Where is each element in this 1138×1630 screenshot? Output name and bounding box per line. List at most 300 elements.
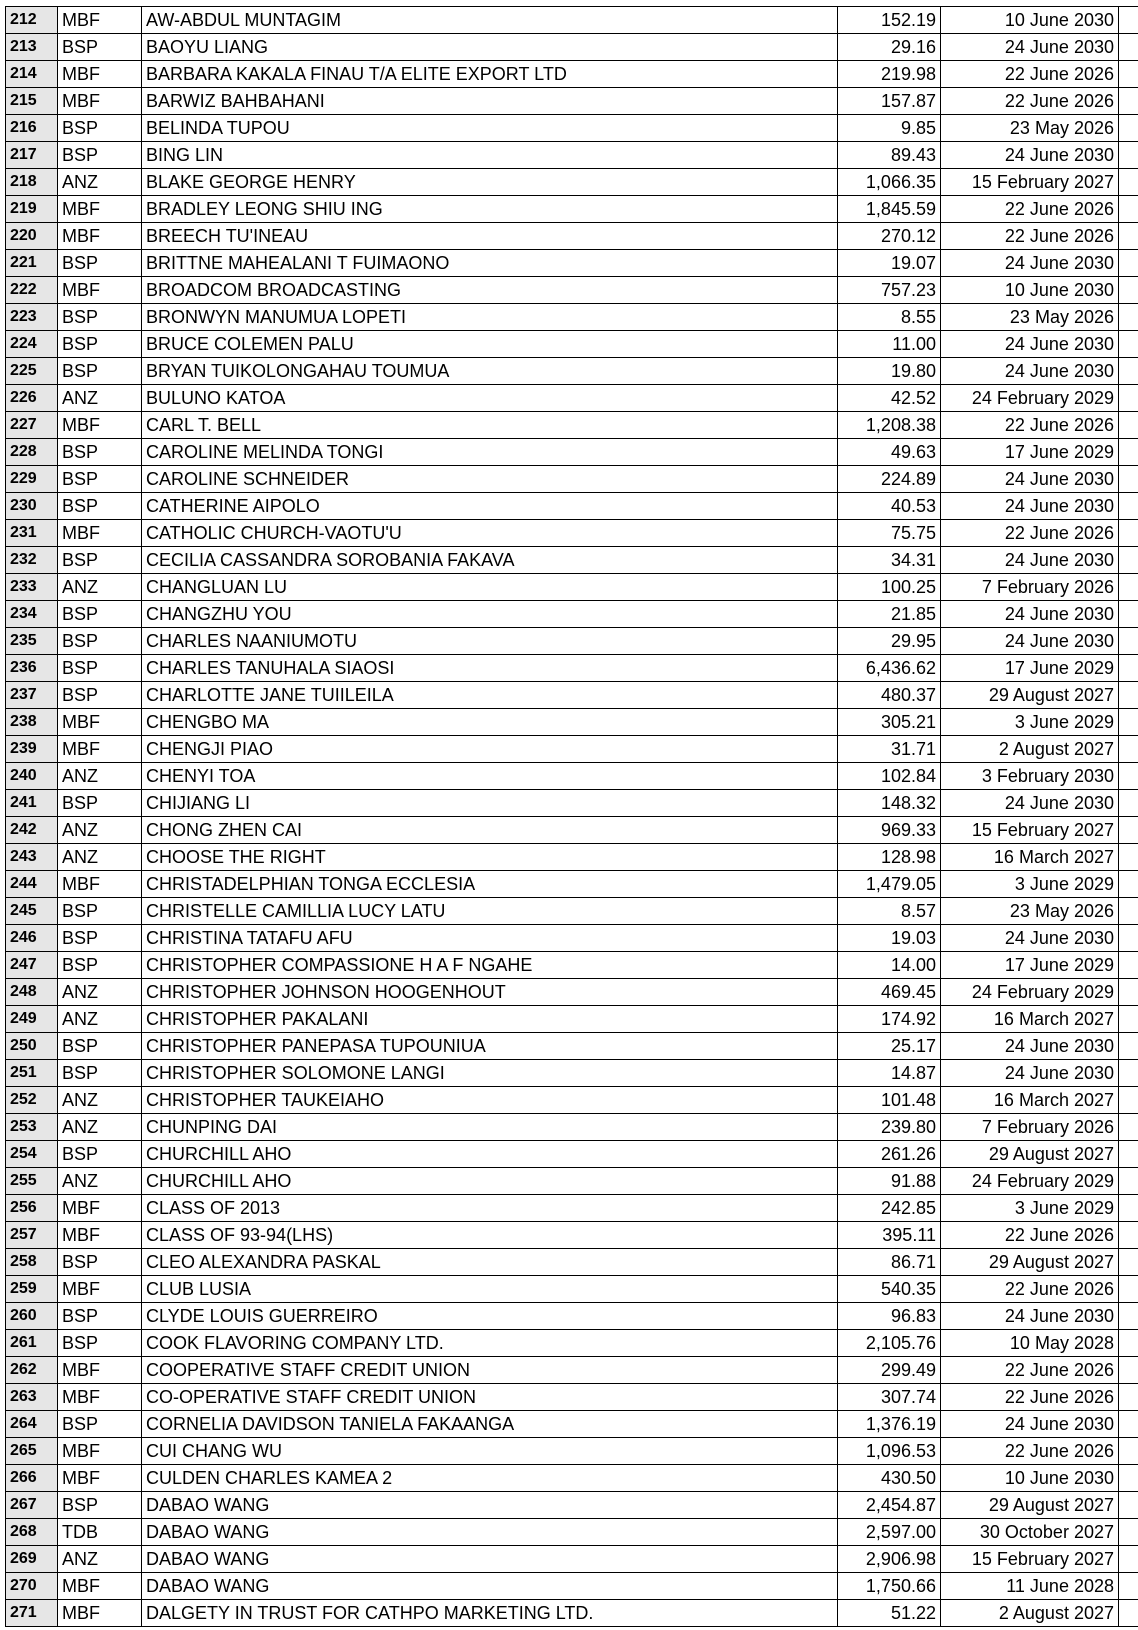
cut-off-column [1119,790,1138,817]
amount: 969.33 [838,817,941,844]
table-row [6,466,1138,493]
row-number: 257 [6,1222,58,1249]
account-name: BLAKE GEORGE HENRY [142,169,838,196]
bank-code: BSP [58,628,142,655]
amount: 8.57 [838,898,941,925]
date: 3 June 2029 [941,1195,1119,1222]
bank-code: BSP [58,1060,142,1087]
row-number: 241 [6,790,58,817]
cut-off-column [1119,1060,1138,1087]
table-row [6,1033,1138,1060]
table-row [6,142,1138,169]
amount: 1,750.66 [838,1573,941,1600]
account-name: BELINDA TUPOU [142,115,838,142]
date: 24 June 2030 [941,547,1119,574]
account-name: CATHERINE AIPOLO [142,493,838,520]
row-number: 238 [6,709,58,736]
account-name: BULUNO KATOA [142,385,838,412]
date: 22 June 2026 [941,1222,1119,1249]
table-row [6,817,1138,844]
bank-code: MBF [58,1384,142,1411]
table-row [6,1519,1138,1546]
table-row [6,628,1138,655]
bank-code: BSP [58,1330,142,1357]
bank-code: BSP [58,142,142,169]
amount: 19.07 [838,250,941,277]
row-number: 215 [6,88,58,115]
bank-code: ANZ [58,1006,142,1033]
date: 23 May 2026 [941,304,1119,331]
bank-code: BSP [58,466,142,493]
bank-code: ANZ [58,385,142,412]
table-row [6,7,1138,34]
row-number: 260 [6,1303,58,1330]
table-row [6,925,1138,952]
amount: 34.31 [838,547,941,574]
cut-off-column [1119,304,1138,331]
row-number: 239 [6,736,58,763]
bank-code: BSP [58,331,142,358]
date: 17 June 2029 [941,439,1119,466]
amount: 8.55 [838,304,941,331]
cut-off-column [1119,952,1138,979]
date: 11 June 2028 [941,1573,1119,1600]
date: 22 June 2026 [941,1357,1119,1384]
amount: 49.63 [838,439,941,466]
table-row [6,1573,1138,1600]
amount: 1,096.53 [838,1438,941,1465]
date: 15 February 2027 [941,1546,1119,1573]
cut-off-column [1119,1357,1138,1384]
cut-off-column [1119,250,1138,277]
account-name: CHRISTOPHER SOLOMONE LANGI [142,1060,838,1087]
amount: 102.84 [838,763,941,790]
date: 15 February 2027 [941,817,1119,844]
cut-off-column [1119,1303,1138,1330]
table-row [6,1114,1138,1141]
amount: 96.83 [838,1303,941,1330]
bank-code: BSP [58,358,142,385]
account-name: CHRISTOPHER PANEPASA TUPOUNIUA [142,1033,838,1060]
bank-code: BSP [58,439,142,466]
amount: 89.43 [838,142,941,169]
bank-code: BSP [58,682,142,709]
amount: 2,454.87 [838,1492,941,1519]
date: 24 June 2030 [941,1033,1119,1060]
table-row [6,1222,1138,1249]
amount: 40.53 [838,493,941,520]
unclaimed-balances-table [5,6,1138,1627]
amount: 480.37 [838,682,941,709]
cut-off-column [1119,736,1138,763]
bank-code: BSP [58,547,142,574]
row-number: 216 [6,115,58,142]
account-name: BARBARA KAKALA FINAU T/A ELITE EXPORT LTD [142,61,838,88]
amount: 31.71 [838,736,941,763]
amount: 29.95 [838,628,941,655]
account-name: BING LIN [142,142,838,169]
cut-off-column [1119,628,1138,655]
amount: 21.85 [838,601,941,628]
account-name: CHARLES TANUHALA SIAOSI [142,655,838,682]
account-name: CHIJIANG LI [142,790,838,817]
cut-off-column [1119,1519,1138,1546]
row-number: 252 [6,1087,58,1114]
table-row [6,331,1138,358]
account-name: CLASS OF 2013 [142,1195,838,1222]
table-row [6,979,1138,1006]
row-number: 245 [6,898,58,925]
bank-code: BSP [58,925,142,952]
date: 22 June 2026 [941,1276,1119,1303]
amount: 1,845.59 [838,196,941,223]
table-row [6,574,1138,601]
date: 3 June 2029 [941,871,1119,898]
row-number: 269 [6,1546,58,1573]
row-number: 212 [6,7,58,34]
row-number: 230 [6,493,58,520]
date: 2 August 2027 [941,1600,1119,1627]
bank-code: BSP [58,304,142,331]
row-number: 233 [6,574,58,601]
account-name: BRUCE COLEMEN PALU [142,331,838,358]
date: 30 October 2027 [941,1519,1119,1546]
date: 3 June 2029 [941,709,1119,736]
table-row [6,1411,1138,1438]
row-number: 213 [6,34,58,61]
cut-off-column [1119,1168,1138,1195]
bank-code: BSP [58,1303,142,1330]
date: 17 June 2029 [941,655,1119,682]
row-number: 254 [6,1141,58,1168]
table-row [6,1006,1138,1033]
account-name: CORNELIA DAVIDSON TANIELA FAKAANGA [142,1411,838,1438]
amount: 219.98 [838,61,941,88]
cut-off-column [1119,1330,1138,1357]
row-number: 259 [6,1276,58,1303]
bank-code: ANZ [58,1114,142,1141]
row-number: 237 [6,682,58,709]
table-row [6,844,1138,871]
amount: 75.75 [838,520,941,547]
row-number: 268 [6,1519,58,1546]
amount: 9.85 [838,115,941,142]
account-name: CATHOLIC CHURCH-VAOTU'U [142,520,838,547]
amount: 2,906.98 [838,1546,941,1573]
row-number: 218 [6,169,58,196]
account-name: CHENGJI PIAO [142,736,838,763]
bank-code: MBF [58,1573,142,1600]
row-number: 214 [6,61,58,88]
row-number: 248 [6,979,58,1006]
row-number: 219 [6,196,58,223]
account-name: DABAO WANG [142,1546,838,1573]
amount: 51.22 [838,1600,941,1627]
date: 7 February 2026 [941,574,1119,601]
cut-off-column [1119,1033,1138,1060]
bank-code: MBF [58,196,142,223]
cut-off-column [1119,871,1138,898]
table-row [6,1060,1138,1087]
row-number: 235 [6,628,58,655]
cut-off-column [1119,844,1138,871]
date: 22 June 2026 [941,196,1119,223]
account-name: BARWIZ BAHBAHANI [142,88,838,115]
bank-code: ANZ [58,844,142,871]
amount: 299.49 [838,1357,941,1384]
account-name: CO-OPERATIVE STAFF CREDIT UNION [142,1384,838,1411]
cut-off-column [1119,898,1138,925]
cut-off-column [1119,1006,1138,1033]
account-name: COOPERATIVE STAFF CREDIT UNION [142,1357,838,1384]
cut-off-column [1119,1114,1138,1141]
account-name: BREECH TU'INEAU [142,223,838,250]
account-name: CHRISTINA TATAFU AFU [142,925,838,952]
table-row [6,34,1138,61]
account-name: DALGETY IN TRUST FOR CATHPO MARKETING LTD. [142,1600,838,1627]
date: 24 June 2030 [941,1060,1119,1087]
account-name: CARL T. BELL [142,412,838,439]
table-row [6,1438,1138,1465]
bank-code: ANZ [58,574,142,601]
cut-off-column [1119,1222,1138,1249]
account-name: BROADCOM BROADCASTING [142,277,838,304]
cut-off-column [1119,763,1138,790]
table-row [6,250,1138,277]
table-row [6,61,1138,88]
table-row [6,1384,1138,1411]
amount: 11.00 [838,331,941,358]
bank-code: ANZ [58,817,142,844]
table-row [6,115,1138,142]
amount: 14.00 [838,952,941,979]
row-number: 267 [6,1492,58,1519]
table-row [6,1303,1138,1330]
row-number: 271 [6,1600,58,1627]
account-name: CHRISTOPHER JOHNSON HOOGENHOUT [142,979,838,1006]
account-name: CULDEN CHARLES KAMEA 2 [142,1465,838,1492]
date: 22 June 2026 [941,61,1119,88]
bank-code: BSP [58,952,142,979]
cut-off-column [1119,655,1138,682]
bank-code: ANZ [58,1087,142,1114]
row-number: 220 [6,223,58,250]
bank-code: MBF [58,223,142,250]
table-row [6,385,1138,412]
table-row [6,1141,1138,1168]
date: 29 August 2027 [941,1141,1119,1168]
cut-off-column [1119,493,1138,520]
row-number: 232 [6,547,58,574]
table-row [6,1600,1138,1627]
account-name: CECILIA CASSANDRA SOROBANIA FAKAVA [142,547,838,574]
amount: 2,597.00 [838,1519,941,1546]
bank-code: BSP [58,493,142,520]
bank-code: BSP [58,1141,142,1168]
cut-off-column [1119,34,1138,61]
bank-code: ANZ [58,1168,142,1195]
account-name: DABAO WANG [142,1519,838,1546]
table-row [6,952,1138,979]
bank-code: BSP [58,1411,142,1438]
amount: 1,066.35 [838,169,941,196]
table-row [6,169,1138,196]
amount: 91.88 [838,1168,941,1195]
date: 10 May 2028 [941,1330,1119,1357]
amount: 242.85 [838,1195,941,1222]
cut-off-column [1119,358,1138,385]
date: 29 August 2027 [941,1249,1119,1276]
account-name: CHENGBO MA [142,709,838,736]
account-name: CHRISTOPHER TAUKEIAHO [142,1087,838,1114]
row-number: 228 [6,439,58,466]
account-name: CHANGZHU YOU [142,601,838,628]
row-number: 249 [6,1006,58,1033]
account-name: BRONWYN MANUMUA LOPETI [142,304,838,331]
bank-code: MBF [58,1195,142,1222]
table-row [6,304,1138,331]
date: 22 June 2026 [941,88,1119,115]
table-row [6,1330,1138,1357]
cut-off-column [1119,1411,1138,1438]
amount: 261.26 [838,1141,941,1168]
cut-off-column [1119,682,1138,709]
row-number: 221 [6,250,58,277]
row-number: 243 [6,844,58,871]
row-number: 262 [6,1357,58,1384]
table-row [6,1465,1138,1492]
bank-code: MBF [58,88,142,115]
bank-code: MBF [58,7,142,34]
date: 22 June 2026 [941,412,1119,439]
amount: 86.71 [838,1249,941,1276]
bank-code: TDB [58,1519,142,1546]
cut-off-column [1119,1492,1138,1519]
account-name: CHANGLUAN LU [142,574,838,601]
account-name: BRADLEY LEONG SHIU ING [142,196,838,223]
amount: 148.32 [838,790,941,817]
table-row [6,196,1138,223]
amount: 29.16 [838,34,941,61]
account-name: CAROLINE SCHNEIDER [142,466,838,493]
table-row [6,898,1138,925]
date: 24 June 2030 [941,358,1119,385]
account-name: CLEO ALEXANDRA PASKAL [142,1249,838,1276]
cut-off-column [1119,574,1138,601]
row-number: 247 [6,952,58,979]
amount: 174.92 [838,1006,941,1033]
bank-code: ANZ [58,979,142,1006]
table-row [6,277,1138,304]
table-row [6,88,1138,115]
bank-code: MBF [58,1438,142,1465]
bank-code: MBF [58,1357,142,1384]
account-name: CHONG ZHEN CAI [142,817,838,844]
date: 22 June 2026 [941,1384,1119,1411]
date: 22 June 2026 [941,223,1119,250]
amount: 152.19 [838,7,941,34]
amount: 305.21 [838,709,941,736]
amount: 540.35 [838,1276,941,1303]
cut-off-column [1119,277,1138,304]
account-name: CHRISTOPHER PAKALANI [142,1006,838,1033]
amount: 6,436.62 [838,655,941,682]
table-row [6,1276,1138,1303]
cut-off-column [1119,601,1138,628]
account-name: CHRISTELLE CAMILLIA LUCY LATU [142,898,838,925]
row-number: 253 [6,1114,58,1141]
date: 24 June 2030 [941,34,1119,61]
cut-off-column [1119,385,1138,412]
amount: 42.52 [838,385,941,412]
account-name: CHENYI TOA [142,763,838,790]
row-number: 258 [6,1249,58,1276]
bank-code: MBF [58,277,142,304]
bank-code: BSP [58,898,142,925]
table-row [6,1357,1138,1384]
cut-off-column [1119,1600,1138,1627]
date: 24 June 2030 [941,1303,1119,1330]
cut-off-column [1119,1573,1138,1600]
account-name: AW-ABDUL MUNTAGIM [142,7,838,34]
bank-code: BSP [58,790,142,817]
table-row [6,871,1138,898]
account-name: CAROLINE MELINDA TONGI [142,439,838,466]
amount: 224.89 [838,466,941,493]
account-name: BRYAN TUIKOLONGAHAU TOUMUA [142,358,838,385]
bank-code: BSP [58,655,142,682]
date: 24 February 2029 [941,385,1119,412]
cut-off-column [1119,979,1138,1006]
row-number: 242 [6,817,58,844]
bank-code: MBF [58,1276,142,1303]
row-number: 244 [6,871,58,898]
row-number: 217 [6,142,58,169]
date: 23 May 2026 [941,898,1119,925]
account-name: DABAO WANG [142,1492,838,1519]
account-name: CHRISTOPHER COMPASSIONE H A F NGAHE [142,952,838,979]
amount: 101.48 [838,1087,941,1114]
table-row [6,763,1138,790]
date: 24 June 2030 [941,250,1119,277]
date: 29 August 2027 [941,1492,1119,1519]
table-row [6,1195,1138,1222]
row-number: 265 [6,1438,58,1465]
date: 10 June 2030 [941,277,1119,304]
bank-code: MBF [58,736,142,763]
bank-code: BSP [58,1033,142,1060]
row-number: 222 [6,277,58,304]
bank-code: ANZ [58,763,142,790]
bank-code: ANZ [58,1546,142,1573]
cut-off-column [1119,1087,1138,1114]
cut-off-column [1119,88,1138,115]
account-name: CLUB LUSIA [142,1276,838,1303]
cut-off-column [1119,115,1138,142]
table-row [6,1168,1138,1195]
row-number: 226 [6,385,58,412]
table-body [6,7,1138,1627]
date: 24 June 2030 [941,466,1119,493]
amount: 307.74 [838,1384,941,1411]
cut-off-column [1119,412,1138,439]
cut-off-column [1119,817,1138,844]
bank-code: BSP [58,601,142,628]
cut-off-column [1119,520,1138,547]
cut-off-column [1119,142,1138,169]
date: 24 June 2030 [941,1411,1119,1438]
table-row [6,412,1138,439]
